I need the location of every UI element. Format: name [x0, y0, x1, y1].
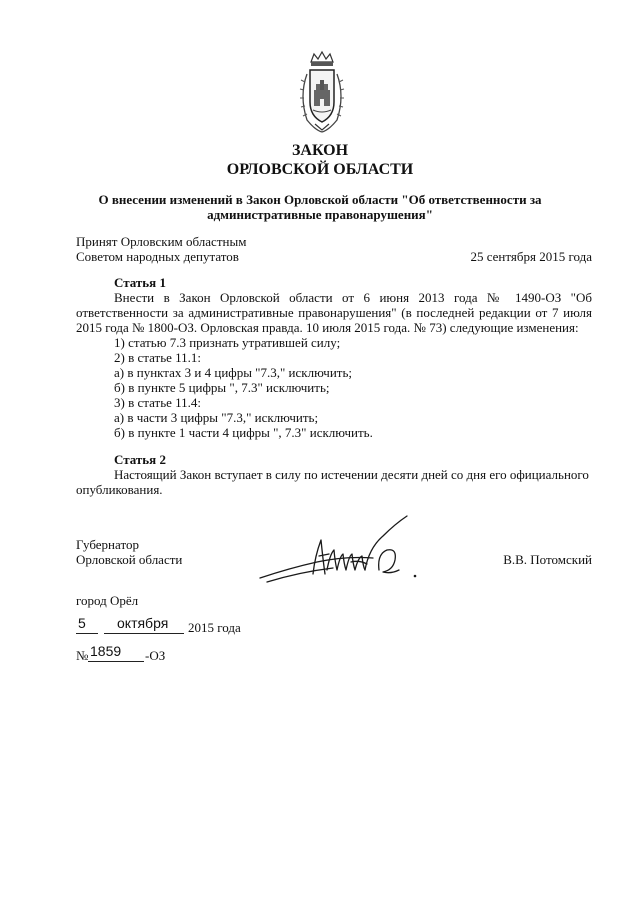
signing-month: октября	[117, 615, 169, 631]
law-number: 1859	[90, 643, 122, 659]
document-subtitle: ОРЛОВСКОЙ ОБЛАСТИ	[226, 161, 414, 178]
article-1-list-item: 3) в статье 11.4:	[114, 395, 202, 410]
signatory-position-line-1: Губернатор	[76, 537, 139, 552]
article-1-line: ответственности за административные правонарушения" (в последней редакции от 7 июля	[76, 305, 592, 320]
article-1-list-item: а) в части 3 цифры "7.3," исключить;	[114, 410, 319, 425]
article-1-list-item: 1) статью 7.3 признать утратившей силу;	[114, 335, 341, 350]
article-1-list-item: 2) в статье 11.1:	[114, 350, 202, 365]
article-1-list-item: б) в пункте 1 части 4 цифры ", 7.3" исключить.	[114, 425, 373, 440]
signatory-name: В.В. Потомский	[503, 552, 592, 567]
document-title: ЗАКОН	[291, 142, 349, 159]
signing-year: 2015 года	[188, 620, 241, 635]
number-underline	[88, 661, 144, 662]
month-underline	[104, 633, 184, 634]
adoption-line-2: Советом народных депутатов	[76, 249, 239, 264]
handwritten-signature	[255, 512, 430, 592]
day-underline	[76, 633, 98, 634]
signatory-position-line-2: Орловской области	[76, 552, 183, 567]
law-number-prefix: №	[76, 648, 89, 663]
article-1-list-item: а) в пунктах 3 и 4 цифры "7.3," исключить;	[114, 365, 353, 380]
signing-day: 5	[78, 615, 86, 631]
law-heading-line-1: О внесении изменений в Закон Орловской области "Об ответственности за	[98, 192, 542, 207]
article-1-heading: Статья 1	[114, 275, 166, 290]
article-1-line: 2015 года № 1800-ОЗ. Орловская правда. 10 июля 2015 года. № 73) следующие изменения:	[76, 320, 579, 335]
article-2-line-2: опубликования.	[76, 482, 163, 497]
law-heading-line-2: административные правонарушения"	[207, 207, 433, 222]
article-2-heading: Статья 2	[114, 452, 166, 467]
article-1-line: Внести в Закон Орловской области от 6 июня 2013 года № 1490-ОЗ "Об	[114, 290, 592, 305]
article-2-line-1: Настоящий Закон вступает в силу по истечении десяти дней со дня его официального	[114, 467, 589, 482]
adoption-line-1: Принят Орловским областным	[76, 234, 247, 249]
city-of-signing: город Орёл	[76, 593, 139, 608]
law-number-suffix: -ОЗ	[145, 648, 166, 663]
coat-of-arms-emblem	[297, 50, 347, 134]
adoption-date: 25 сентября 2015 года	[470, 249, 592, 264]
article-1-list-item: б) в пункте 5 цифры ", 7.3" исключить;	[114, 380, 330, 395]
